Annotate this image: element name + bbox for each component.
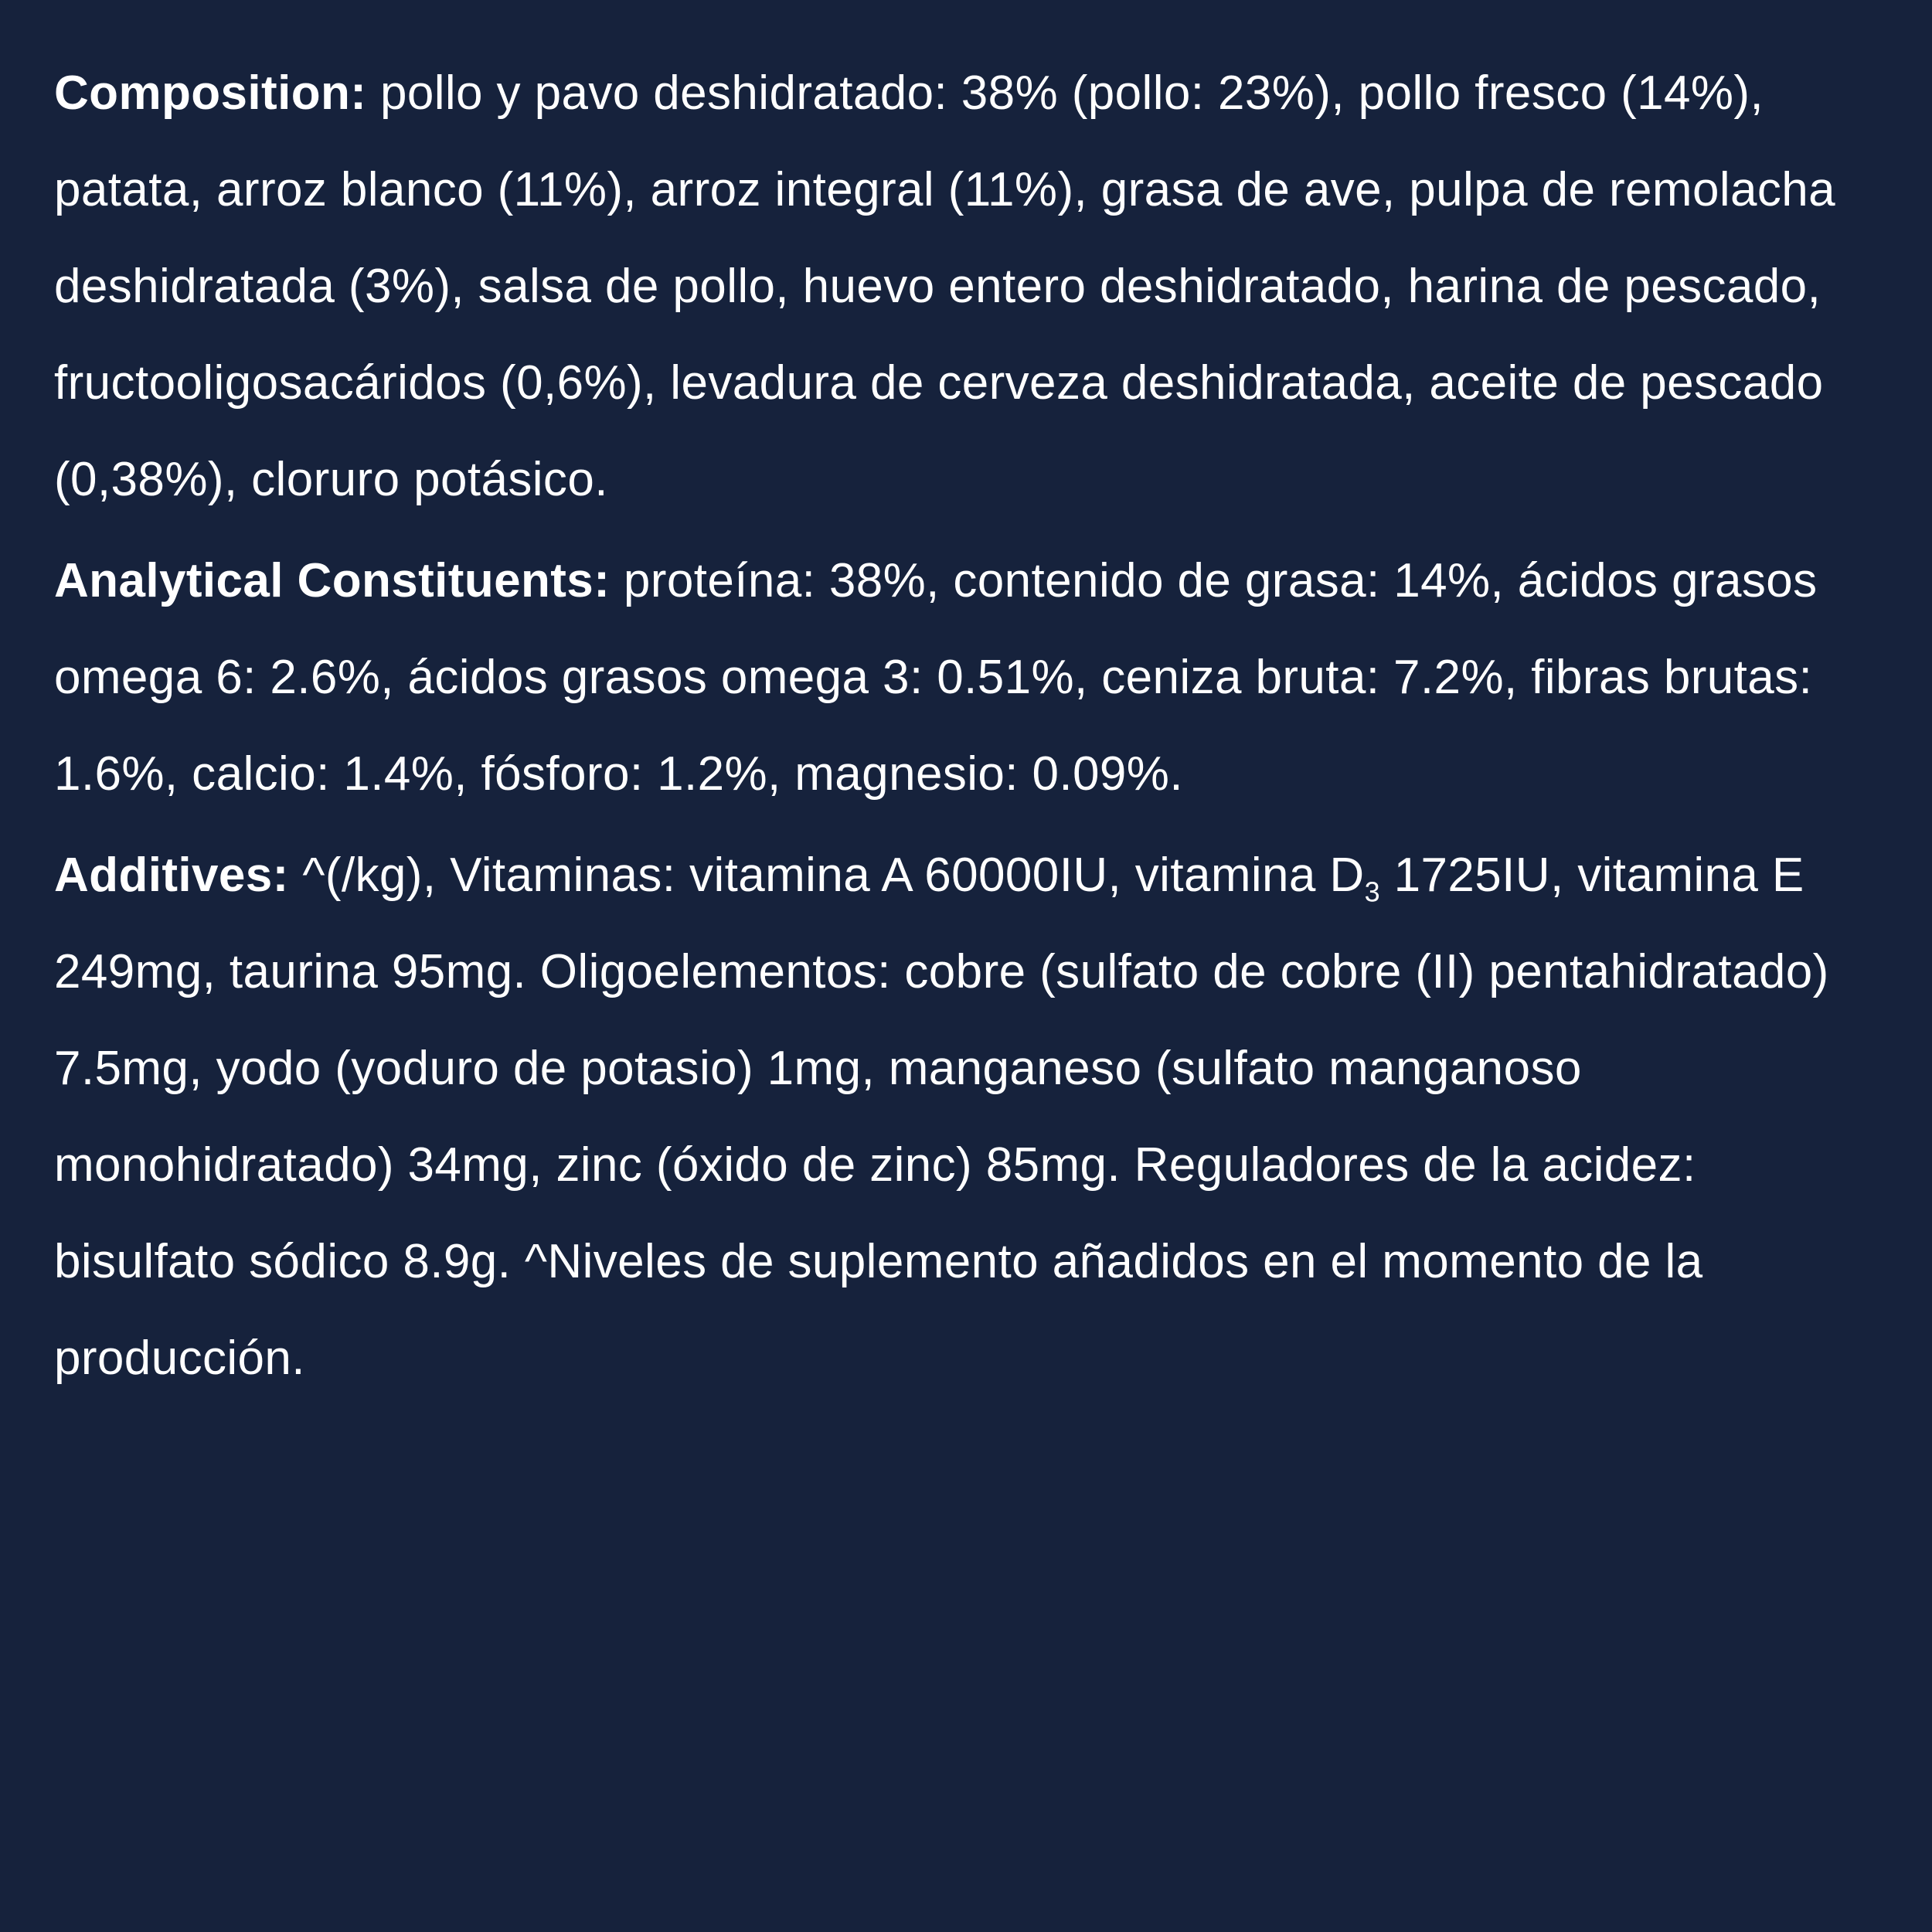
composition-text: pollo y pavo deshidratado: 38% (pollo: 23%), pollo fresco (14%), patata, arroz blanco (11%), arroz integral (11%), grasa de ave, pulpa de remolacha deshidratada (3%), salsa de pollo, huevo entero deshidratado, harina de pescado, fructooligosacáridos (0,6%), levadura de cerveza deshidratada, aceite de pescado (0,38%), cloruro potásico. — [54, 66, 1836, 506]
additives-section — [54, 827, 1878, 1406]
additives-text-start: ^(/kg), Vitaminas: vitamina A 60000IU, vitamina D — [302, 849, 1365, 902]
composition-section — [54, 45, 1878, 528]
analytical-constituents-label: Analytical Constituents: — [54, 554, 611, 607]
additives-text-end: 1725IU, vitamina E 249mg, taurina 95mg. Oligoelementos: cobre (sulfato de cobre (II) pentahidratado) 7.5mg, yodo (yoduro de potasio) 1mg, manganeso (sulfato manganoso monohidratado) 34mg, zinc (óxido de zinc) 85mg. Reguladores de la acidez: bisulfato sódico 8.9g. ^Niveles de suplemento añadidos en el momento de la producción. — [54, 849, 1829, 1385]
composition-label: Composition: — [54, 66, 367, 120]
analytical-constituents-text: proteína: 38%, contenido de grasa: 14%, ácidos grasos omega 6: 2.6%, ácidos grasos omega 3: 0.51%, ceniza bruta: 7.2%, fibras brutas: 1.6%, calcio: 1.4%, fósforo: 1.2%, magnesio: 0.09%. — [54, 554, 1818, 801]
analytical-constituents-section — [54, 532, 1878, 822]
vitamin-d-subscript: 3 — [1364, 876, 1381, 908]
additives-label: Additives: — [54, 849, 289, 902]
